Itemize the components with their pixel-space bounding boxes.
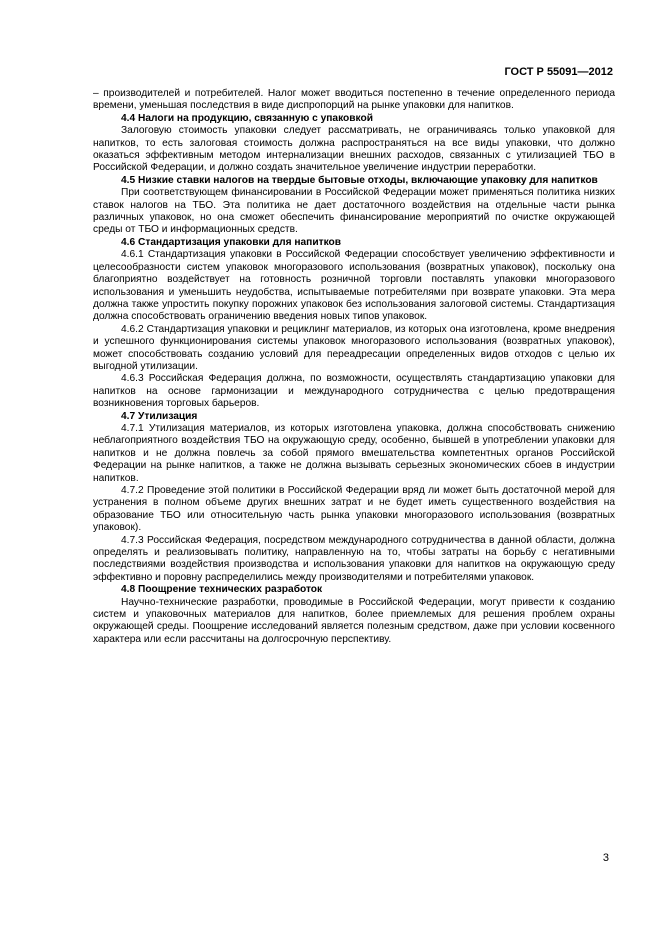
paragraph-4-7-3: 4.7.3 Российская Федерация, посредством международного сотрудничества в данной области, должна определять и реализовывать политику, направленную на то, чтобы затраты на борьбу с негативными последствиями воздействия производства и использования упаковки для напитков на окружающую среду эффективно и поровну распределились между производителями и потребителями упаковок. [93,534,615,583]
paragraph-4-6-1: 4.6.1 Стандартизация упаковки в Российской Федерации способствует увеличению эффективности и целесообразности систем упаковок многоразового использования (возвратных упаковок), поскольку она благоприятно воздействует на готовность розничной торговли поставлять упаковки многоразового использования и уменьшить неудобства, испытываемые потребителями при возврате упаковки. Эта мера должна также упростить покупку порожних упаковок без использования залоговой системы. Стандартизация должна способствовать ограничению введения новых типов упаковок. [93,249,615,323]
section-heading-4-7: 4.7 Утилизация [121,410,198,422]
paragraph-4-6-3: 4.6.3 Российская Федерация должна, по возможности, осуществлять стандартизацию упаковки для напитков на основе гармонизации и международного сотрудничества с целью предотвращения возникновения торговых барьеров. [93,373,615,410]
paragraph-4-7-2: 4.7.2 Проведение этой политики в Российской Федерации вряд ли может быть достаточной мерой для устранения в полном объеме других внешних затрат и не будет иметь существенного воздействия на образование ТБО или относительную часть рынка упаковки многоразового использования (возвратных упаковок). [93,485,615,534]
paragraph-4-6-2: 4.6.2 Стандартизация упаковки и рециклинг материалов, из которых она изготовлена, кроме внедрения и успешного функционирования системы упаковок многоразового использования (возвратных упаковок), может способствовать созданию условий для переадресации определенных видов отходов с целью их выгодной утилизации. [93,323,615,372]
paragraph-4-5: При соответствующем финансировании в Российской Федерации может применяться политика низких ставок налогов на ТБО. Эта политика не дает достаточного воздействия на отдельные части рынка различных упаковок, но она сможет обеспечить финансирование мероприятий по очистке окружающей среды от ТБО и информационных средств. [93,187,615,236]
paragraph-4-8: Научно-технические разработки, проводимые в Российской Федерации, могут привести к созданию систем и упаковочных материалов для напитков, более приемлемых для решения проблем охраны окружающей среды. Поощрение исследований является полезным средством, даже при условии косвенного характера или если рассчитаны на долгосрочную перспективу. [93,596,615,645]
paragraph-4-4: Залоговую стоимость упаковки следует рассматривать, не ограничиваясь только упаковкой для напитков, то есть залоговая стоимость должна распространяться на все виды упаковки, что должно оказаться эффективным методом интернализации внешних расходов, связанных с утилизацией ТБО в Российской Федерации, и должно создать значительное увеличение индустрии переработки. [93,125,615,174]
document-standard-number: ГОСТ Р 55091—2012 [504,66,613,78]
section-heading-4-5: 4.5 Низкие ставки налогов на твердые бытовые отходы, включающие упаковку для напитков [121,174,598,186]
paragraph-intro-continuation: – производителей и потребителей. Налог может вводиться постепенно в течение определенного периода времени, уменьшая последствия в виде диспропорций на рынке упаковки для напитков. [93,88,615,112]
paragraph-4-7-1: 4.7.1 Утилизация материалов, из которых изготовлена упаковка, должна способствовать снижению неблагоприятного воздействия ТБО на окружающую среду, особенно, бывшей в употреблении упаковки для напитков и не должна повлечь за собой прямого вмешательства компетентных органов Российской Федерации на рынке напитков, а также не должна вызывать серьезных экономических сбоев в индустрии напитков. [93,422,615,484]
section-heading-4-4: 4.4 Налоги на продукцию, связанную с упаковкой [121,112,373,124]
document-body [93,88,615,646]
section-heading-4-8: 4.8 Поощрение технических разработок [121,584,323,596]
section-heading-4-6: 4.6 Стандартизация упаковки для напитков [121,236,342,248]
page-number: 3 [602,852,609,864]
